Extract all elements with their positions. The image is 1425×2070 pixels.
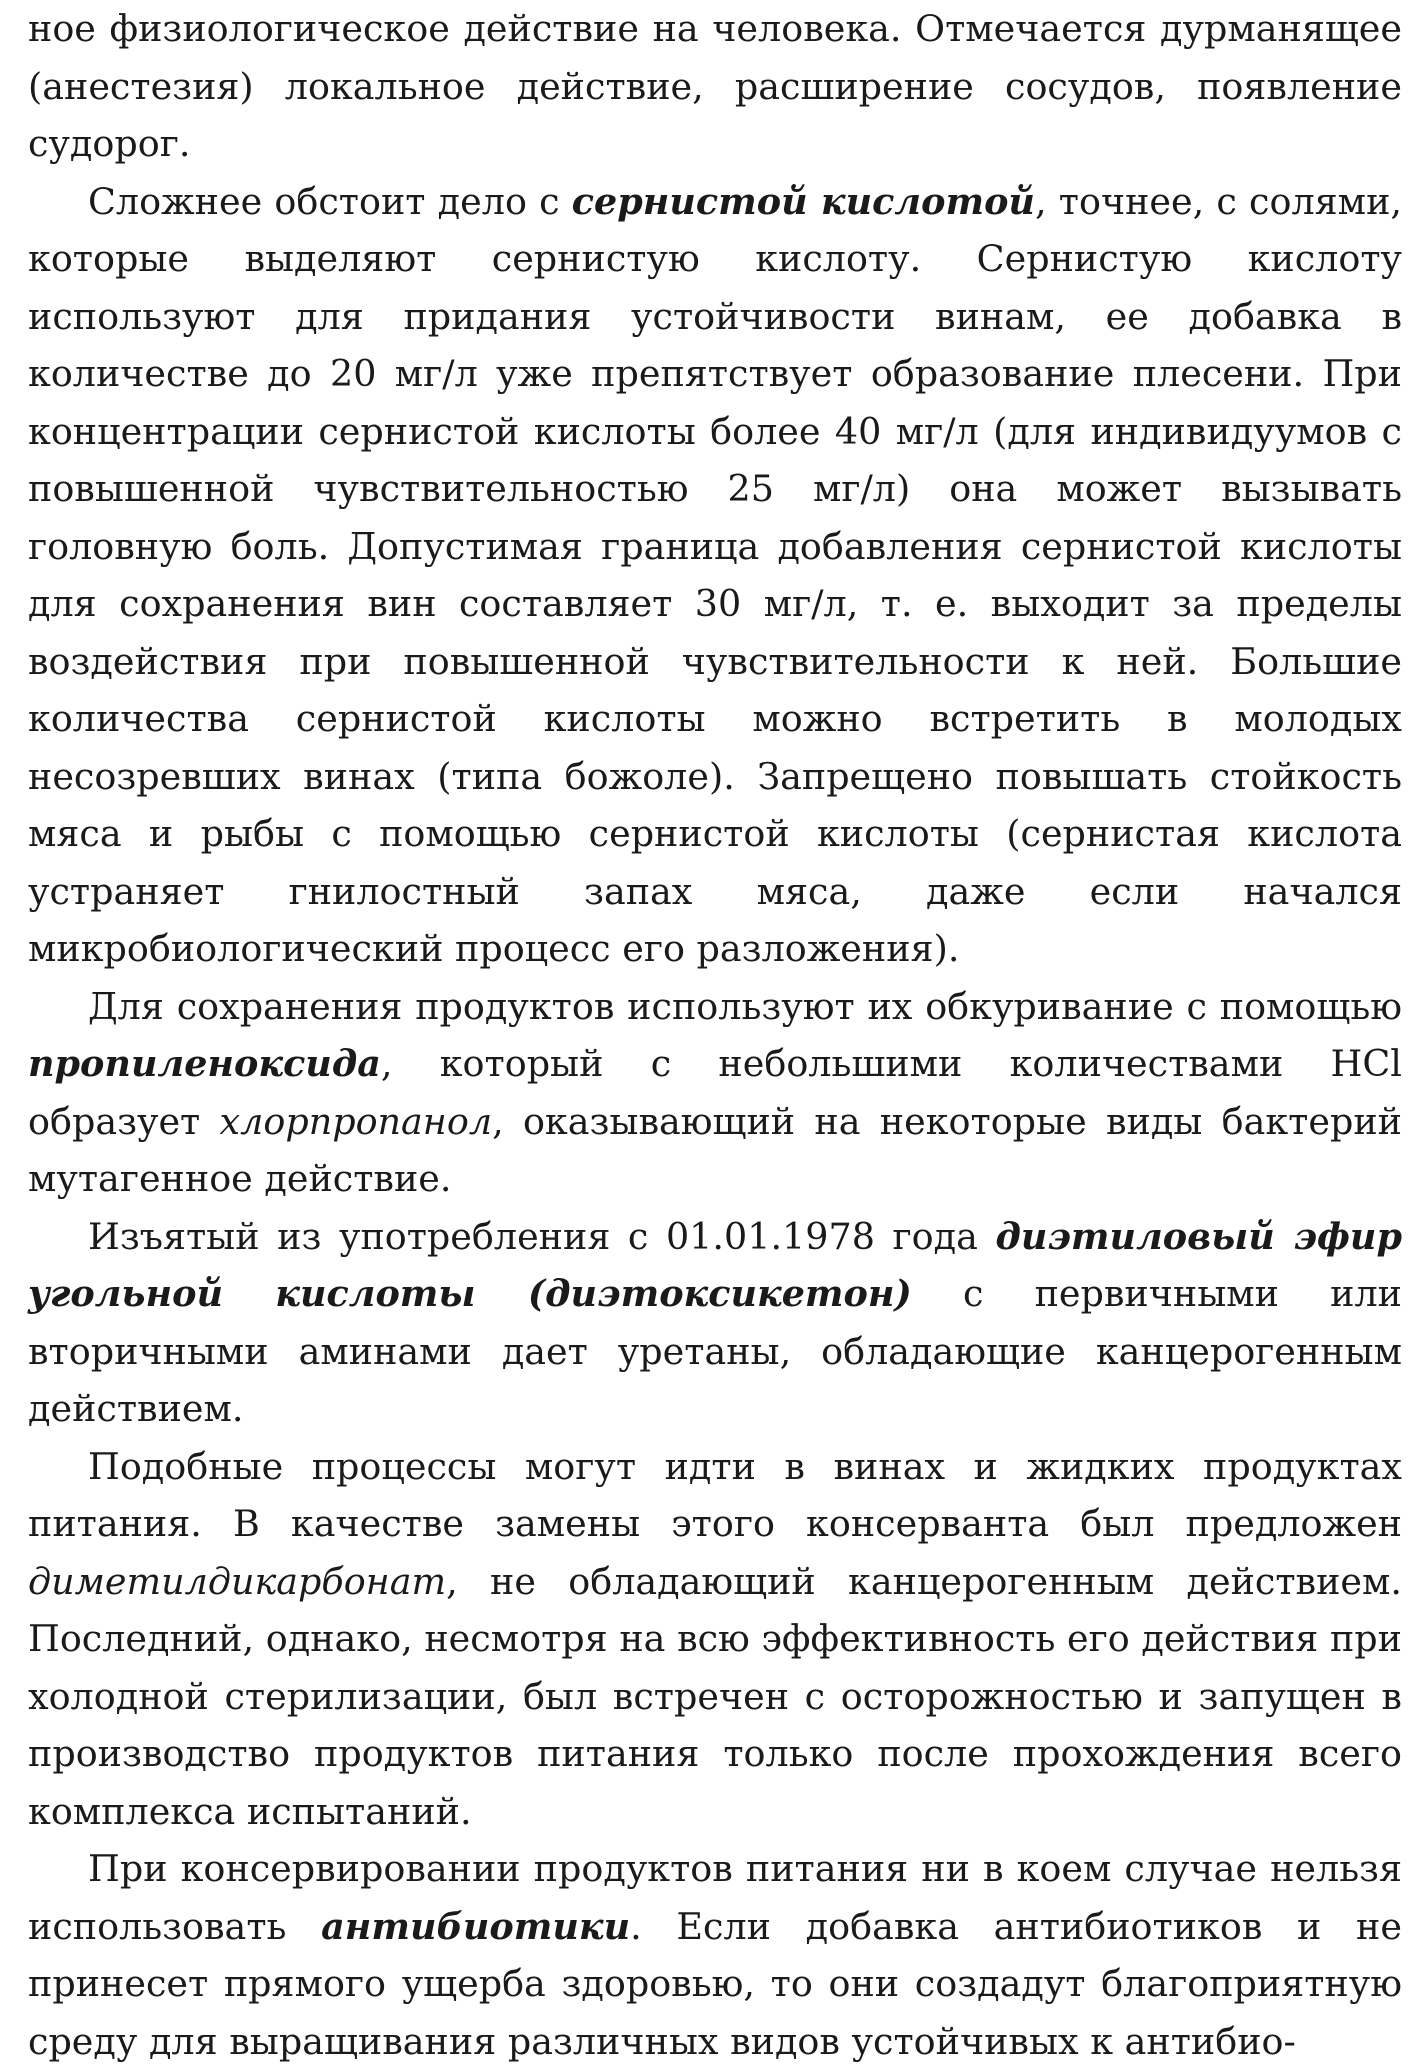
term-dimethyl-dicarbonate: диметилдикарбонат: [28, 1559, 447, 1603]
paragraph-1: [28, 173, 1402, 978]
term-propylene-oxide: пропиленоксида: [28, 1042, 381, 1085]
paragraph-1-text-a: Сложнее обстоит дело с: [88, 179, 572, 223]
paragraph-2-text-b: , который с небольшими количествами HCl образует: [28, 1042, 1402, 1143]
paragraph-5: [28, 1840, 1402, 2070]
paragraph-4-text-b: , не обладающий канцерогенным действием. Последний, однако, несмотря на всю эффективность его действия при холодной стерилизации, был встречен с осторожностью и запущен в производство продуктов питания только после прохождения всего комплекса испытаний.: [28, 1559, 1402, 1833]
paragraph-4-text-a: Подобные процессы могут идти в винах и жидких продуктах питания. В качестве замены этого консерванта был предложен: [28, 1444, 1402, 1545]
paragraph-4: [28, 1438, 1402, 1841]
paragraph-2-text-a: Для сохранения продуктов используют их обкуривание с помощью: [88, 984, 1402, 1028]
paragraph-2-text-c: , оказывающий на некоторые виды бактерий мутагенное действие.: [28, 1099, 1402, 1200]
paragraph-3-text-b: с первичными или вторичными аминами дает уретаны, обладающие канцерогенным действием.: [28, 1272, 1402, 1430]
document-page: [28, 0, 1402, 2070]
paragraph-3-text-a: Изъятый из употребления с 01.01.1978 года: [88, 1214, 996, 1258]
term-sulfurous-acid: сернистой кислотой: [571, 179, 1035, 223]
paragraph-0-text: ное физиологическое действие на человека. Отмечается дурманящее (анестезия) локальное действие, расширение сосудов, появление судорог.: [28, 7, 1402, 165]
paragraph-1-text-b: , точнее, с солями, которые выделяют сернистую кислоту. Сернистую кислоту используют для придания устойчивости винам, ее добавка в количестве до 20 мг/л уже препятствует образование плесени. При концентрации сернистой кислоты более 40 мг/л (для индивидуумов с повышенной чувствительностью 25 мг/л) она может вызывать головную боль. Допустимая граница добавления сернистой кислоты для сохранения вин составляет 30 мг/л, т. е. выходит за пределы воздействия при повышенной чувствительности к ней. Большие количества сернистой кислоты можно встретить в молодых несозревших винах (типа божоле). Запрещено повышать стойкость мяса и рыбы с помощью сернистой кислоты (сернистая кислота устраняет гнилостный запах мяса, даже если начался микробиологический процесс его разложения).: [28, 179, 1403, 970]
paragraph-5-text-b: . Если добавка антибиотиков и не принесет прямого ущерба здоровью, то они создадут благоприятную среду для выращивания различных видов устойчивых к антибио-: [28, 1904, 1402, 2063]
term-antibiotics: антибиотики: [321, 1904, 631, 1948]
paragraph-3: [28, 1208, 1402, 1438]
paragraph-0: [28, 0, 1402, 173]
paragraph-2: [28, 978, 1402, 1208]
term-chloropropanol: хлорпропанол: [219, 1099, 493, 1143]
term-diethyl-carbonate: диэтиловый эфир угольной кислоты (диэтоксикетон): [28, 1214, 1402, 1315]
paragraph-5-text-a: При консервировании продуктов питания ни в коем случае нельзя использовать: [28, 1847, 1402, 1948]
